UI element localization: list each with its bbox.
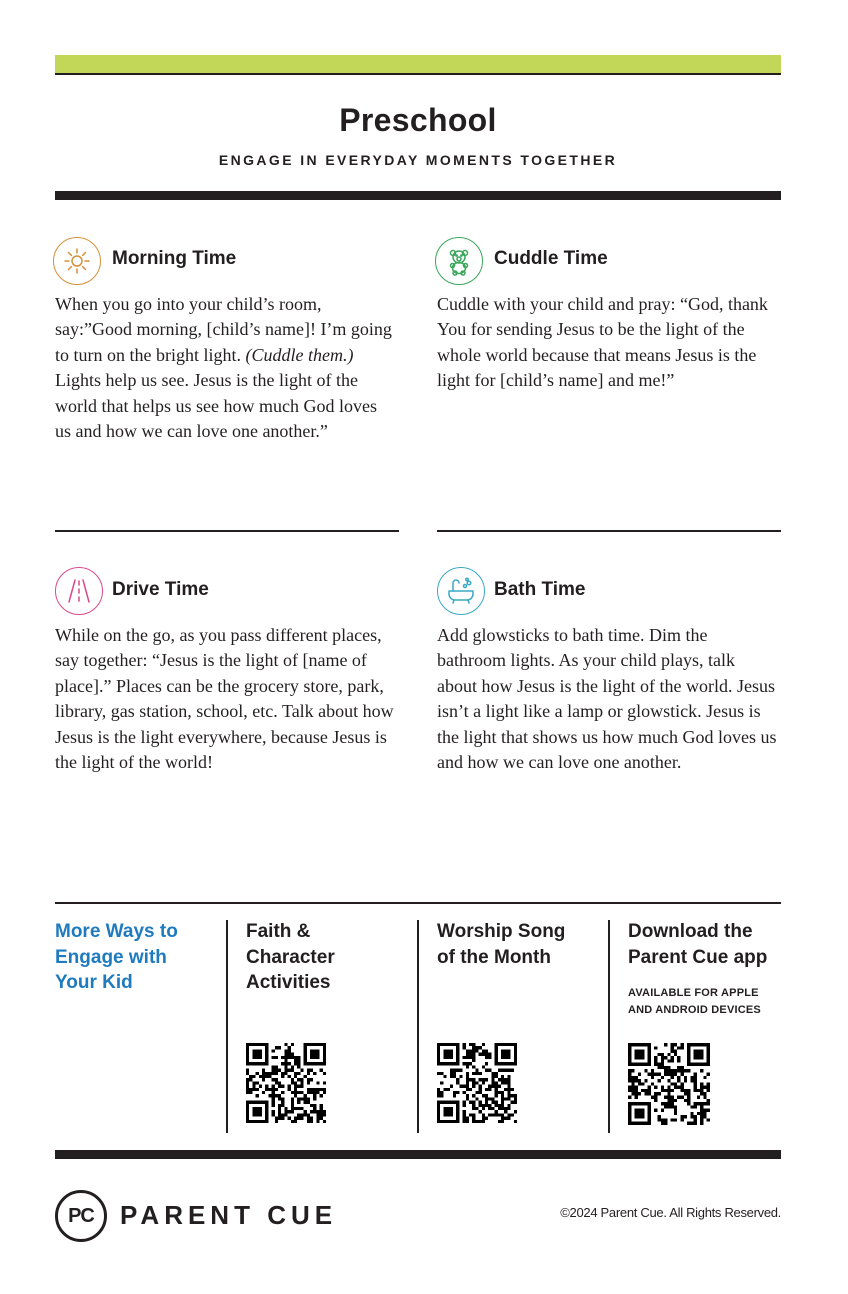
copyright-notice: ©2024 Parent Cue. All Rights Reserved. — [560, 1205, 781, 1220]
page-subtitle: ENGAGE IN EVERYDAY MOMENTS TOGETHER — [218, 152, 618, 168]
parent-cue-logo-mark: PC — [55, 1190, 107, 1242]
section-heading-bath: Bath Time — [494, 579, 586, 600]
more-ways-heading: More Ways to Engage with Your Kid — [55, 921, 178, 993]
footer-column-divider — [417, 920, 419, 1133]
qr-code-worship-song[interactable] — [437, 1043, 517, 1123]
worship-song-heading: Worship Song of the Month — [437, 921, 566, 968]
qr-code-parent-cue-app[interactable] — [628, 1043, 710, 1125]
footer-column-divider — [226, 920, 228, 1133]
section-body-morning: When you go into your child’s room, say:”Good morning, [child’s name]! I’m going to turn on the bright light. (Cuddle them.) Lights help us see. Jesus is the light of the world that helps us see how much God loves us and how we can love one another.” — [55, 294, 392, 442]
header-divider — [55, 191, 781, 200]
section-divider-right — [437, 530, 781, 532]
bottom-rule — [55, 1150, 781, 1159]
header-accent-bar — [55, 55, 781, 73]
section-body-drive: While on the go, as you pass different places, say together: “Jesus is the light of [name of place].” Places can be the grocery store, park, library, gas station, school, etc. Talk about how Jesus is the light everywhere, because Jesus is the light of the world! — [55, 625, 394, 773]
road-icon — [55, 567, 103, 615]
section-body-bath: Add glowsticks to bath time. Dim the bathroom lights. As your child plays, talk about how Jesus is the light of the world. Jesus isn’t a light like a lamp or glowstick. Jesus is the light that shows us how much God loves us and how we can love one another. — [437, 625, 777, 773]
faith-activities-heading: Faith & Character Activities — [246, 921, 335, 993]
footer-rule — [55, 902, 781, 904]
sun-icon — [53, 237, 101, 285]
parent-cue-logo-text: PARENT CUE — [120, 1200, 338, 1230]
qr-code-faith-activities[interactable] — [246, 1043, 326, 1123]
download-app-heading: Download the Parent Cue app — [628, 921, 768, 968]
header-rule — [55, 73, 781, 75]
teddy-bear-icon — [435, 237, 483, 285]
section-body-cuddle: Cuddle with your child and pray: “God, thank You for sending Jesus to be the light of the whole world because that means Jesus is the light for [child’s name] and me!” — [437, 294, 768, 391]
section-heading-cuddle: Cuddle Time — [494, 248, 608, 269]
section-heading-drive: Drive Time — [112, 579, 209, 600]
bathtub-icon — [437, 567, 485, 615]
page-title: Preschool — [339, 102, 497, 138]
app-availability-note: AVAILABLE FOR APPLE AND ANDROID DEVICES — [628, 987, 761, 1016]
footer-column-divider — [608, 920, 610, 1133]
section-divider-left — [55, 530, 399, 532]
section-heading-morning: Morning Time — [112, 248, 237, 269]
